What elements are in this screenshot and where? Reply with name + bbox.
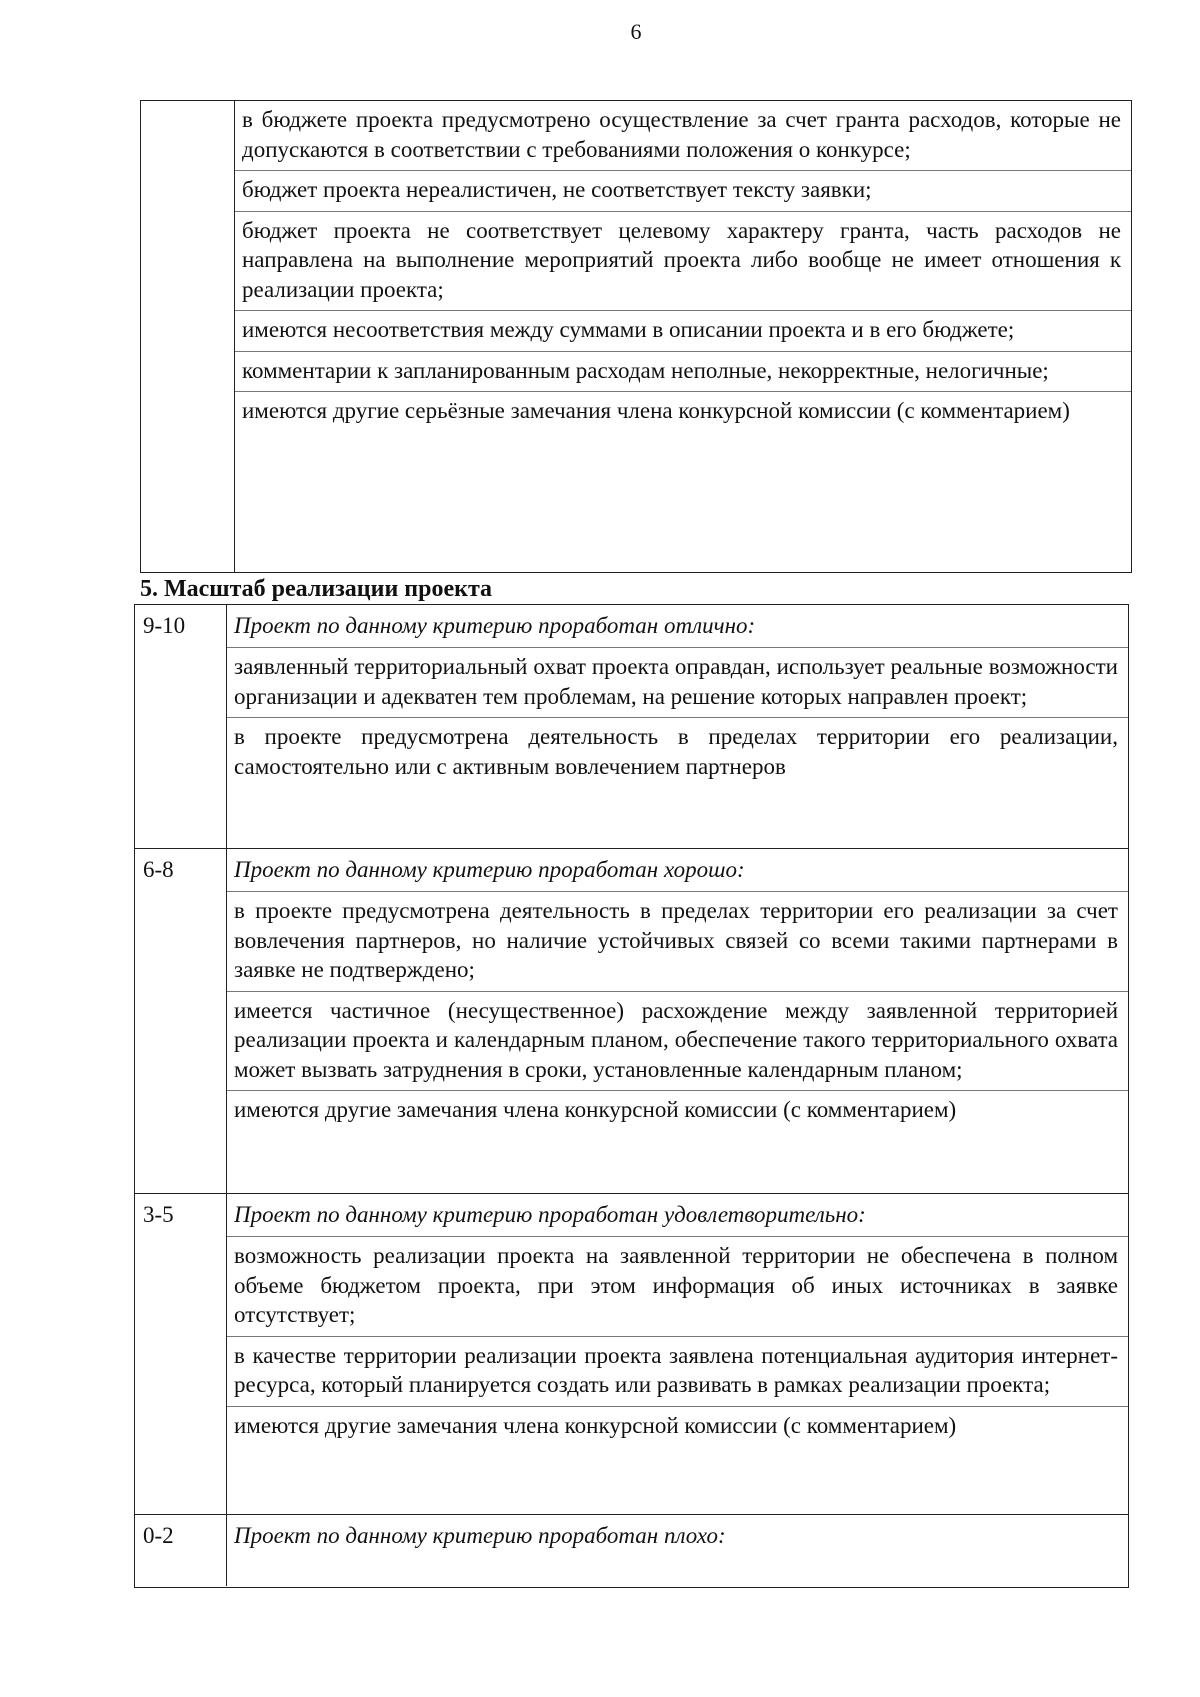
criterion-item: имеются несоответствия между суммами в описании проекта и в его бюджете; xyxy=(235,311,1131,352)
criterion-item: имеются другие серьёзные замечания члена конкурсной комиссии (с комментарием) xyxy=(242,398,1070,423)
score-row-good xyxy=(135,849,1128,1194)
row-text xyxy=(227,849,1128,1193)
criterion-item: комментарии к запланированным расходам неполные, некорректные, нелогичные; xyxy=(235,352,1131,393)
row-text xyxy=(227,1194,1128,1514)
score-row-poor xyxy=(135,1515,1128,1586)
criterion-item: имеются другие замечания члена конкурсной комиссии (с комментарием) xyxy=(234,1412,957,1438)
row-text xyxy=(227,1515,1128,1586)
scale-criteria-table xyxy=(134,604,1129,1588)
score-value: 6-8 xyxy=(135,849,227,1193)
criterion-item: имеется частичное (несущественное) расхождение между заявленной территорией реализации проекта и календарным планом, обеспечение такого территориального охвата может вызвать затруднения в сроки, установленные календарным планом; xyxy=(227,992,1128,1092)
rating-heading: Проект по данному критерию проработан отлично: xyxy=(227,605,1128,648)
budget-criteria-table xyxy=(140,100,1132,573)
rating-heading: Проект по данному критерию проработан хорошо: xyxy=(227,849,1128,892)
criterion-item: в бюджете проекта предусмотрено осуществление за счет гранта расходов, которые не допускаются в соответствии с требованиями положения о конкурсе; xyxy=(235,101,1131,171)
score-column xyxy=(141,101,235,572)
rating-heading: Проект по данному критерию проработан плохо: xyxy=(234,1523,726,1548)
page-number: 6 xyxy=(630,19,642,44)
criterion-item: возможность реализации проекта на заявленной территории не обеспечена в полном объеме бюджетом проекта, при этом информация об иных источниках в заявке отсутствует; xyxy=(227,1237,1128,1337)
criterion-item: заявленный территориальный охват проекта оправдан, использует реальные возможности организации и адекватен тем проблемам, на решение которых направлен проект; xyxy=(227,648,1128,718)
criterion-item: имеются другие замечания члена конкурсной комиссии (с комментарием) xyxy=(234,1097,957,1122)
criterion-item: в проекте предусмотрена деятельность в пределах территории его реализации за счет вовлечения партнеров, но наличие устойчивых связей со всеми такими партнерами в заявке не подтверждено; xyxy=(227,892,1128,992)
criterion-item: в качестве территории реализации проекта заявлена потенциальная аудитория интернет-ресурса, который планируется создать или развивать в рамках реализации проекта; xyxy=(227,1337,1128,1407)
criterion-item: в проекте предусмотрена деятельность в пределах территории его реализации, самостоятельно или с активным вовлечением партнеров xyxy=(234,724,1118,779)
rating-heading: Проект по данному критерию проработан удовлетворительно: xyxy=(227,1194,1128,1237)
score-value: 0-2 xyxy=(135,1515,227,1586)
score-row-satisfactory xyxy=(135,1194,1128,1515)
section-title: 5. Масштаб реализации проекта xyxy=(140,576,493,602)
criterion-item: бюджет проекта не соответствует целевому характеру гранта, часть расходов не направлена на выполнение мероприятий проекта либо вообще не имеет отношения к реализации проекта; xyxy=(235,212,1131,312)
score-value: 3-5 xyxy=(135,1194,227,1514)
criteria-column xyxy=(235,101,1131,572)
row-text xyxy=(227,605,1128,848)
score-value: 9-10 xyxy=(135,605,227,848)
score-row-excellent xyxy=(135,605,1128,849)
criterion-item: бюджет проекта нереалистичен, не соответствует тексту заявки; xyxy=(235,171,1131,212)
